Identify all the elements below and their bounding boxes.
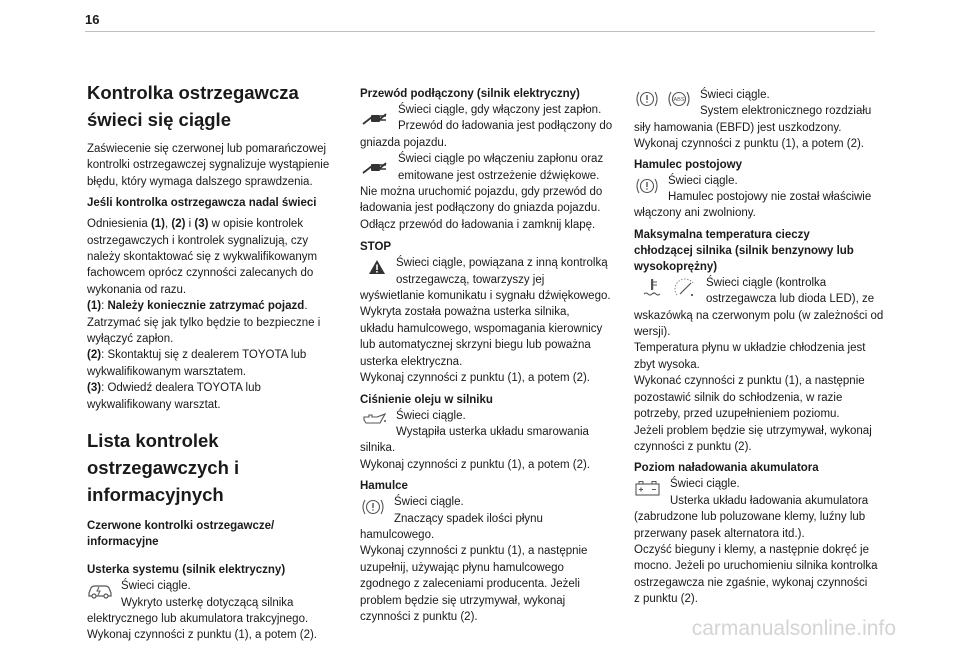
brakes-line: hamulcowego. bbox=[360, 528, 435, 541]
brake-warning-icon bbox=[634, 89, 660, 109]
list-title-line: informacyjnych bbox=[87, 484, 224, 506]
heading-coolant-temp: Maksymalna temperatura cieczy bbox=[634, 228, 810, 241]
stop-line: ostrzegawczą, towarzyszy jej bbox=[396, 273, 545, 286]
coolant-line: potrzeby, przed uzupełnieniem poziomu. bbox=[634, 408, 840, 421]
battery-line: Świeci ciągle. bbox=[670, 478, 740, 491]
section-title-line1: Kontrolka ostrzegawcza bbox=[87, 82, 299, 103]
intro-line: kontrolki ostrzegawczej sygnalizuje wystąpienie bbox=[87, 159, 330, 172]
reference-1-line: Zatrzymać się jak tylko będzie to bezpieczne i bbox=[87, 316, 321, 329]
reference-1: (1): Należy koniecznie zatrzymać pojazd. bbox=[87, 300, 308, 313]
ebfd-line: siły hamowania (EBFD) jest uszkodzony. bbox=[634, 121, 842, 134]
battery-line: przerwany pasek alternatora itd.). bbox=[634, 527, 805, 540]
watermark: carmanualsonline.info bbox=[691, 617, 896, 640]
battery-line: Oczyść bieguny i klemy, a następnie dokręć je bbox=[634, 543, 870, 556]
charging-plug-icon bbox=[360, 159, 390, 177]
coolant-line: Wykonać czynności z punktu (1), a następnie bbox=[634, 375, 865, 388]
system-fault-line: Świeci ciągle. bbox=[121, 580, 191, 593]
abs-icon bbox=[666, 89, 692, 109]
cable-line: Przewód do ładowania jest podłączony do bbox=[398, 120, 613, 133]
subheading-warning-on: Jeśli kontrolka ostrzegawcza nadal świeci bbox=[87, 197, 317, 210]
stop-line: Świeci ciągle, powiązana z inną kontrolką bbox=[396, 257, 608, 270]
stop-line: układu hamulcowego, wspomagania kierownicy bbox=[360, 322, 603, 335]
references-line: ostrzegawczych i kontrolek sygnalizują, czy bbox=[87, 234, 309, 247]
references-line: fachowcem oprócz czynności zalecanych do bbox=[87, 267, 314, 280]
subheading-red-warnings: Czerwone kontrolki ostrzegawcze/ bbox=[87, 520, 275, 533]
battery-icon bbox=[634, 479, 662, 497]
coolant-line: Temperatura płynu w układzie chłodzenia jest bbox=[634, 342, 866, 355]
reference-3: (3): Odwiedź dealera TOYOTA lub bbox=[87, 382, 261, 395]
reference-2-line: wykwalifikowanym warsztatem. bbox=[87, 365, 247, 378]
heading-cable-connected: Przewód podłączony (silnik elektryczny) bbox=[360, 88, 580, 100]
references-line: wykonania od razu. bbox=[87, 283, 187, 296]
system-fault-line: Wykonaj czynności z punktu (1), a potem (2). bbox=[87, 629, 317, 642]
brakes-line: problem będzie się utrzymywał, wykonaj bbox=[360, 594, 566, 607]
brakes-line: Wykonaj czynności z punktu (1), a następnie bbox=[360, 545, 588, 558]
coolant-line: wersji). bbox=[634, 326, 671, 339]
cable-line: Nie można uruchomić pojazdu, gdy przewód do bbox=[360, 186, 603, 199]
cable-line: emitowane jest ostrzeżenie dźwiękowe. bbox=[398, 169, 600, 182]
ebfd-line: Wykonaj czynności z punktu (1), a potem (2). bbox=[634, 138, 864, 151]
stop-line: usterka elektryczna. bbox=[360, 355, 463, 368]
coolant-line: ostrzegawcza lub dioda LED), ze bbox=[706, 293, 875, 306]
coolant-line: czynności z punktu (2). bbox=[634, 440, 752, 453]
subheading-red-warnings: informacyjne bbox=[87, 536, 159, 549]
electric-car-fault-icon bbox=[87, 580, 113, 600]
coolant-line: wskazówką na czerwonym polu (w zależności od bbox=[634, 309, 884, 322]
parking-line: włączony ani zwolniony. bbox=[634, 207, 756, 220]
coolant-line: pozostawić silnik do schłodzenia, w razie bbox=[634, 391, 843, 404]
temperature-gauge-icon bbox=[674, 277, 696, 299]
brakes-line: Znaczący spadek ilości płynu bbox=[394, 512, 543, 525]
warning-triangle-icon bbox=[368, 259, 386, 275]
heading-system-fault: Usterka systemu (silnik elektryczny) bbox=[87, 564, 286, 577]
heading-coolant-temp: chłodzącej silnika (silnik benzynowy lub bbox=[634, 244, 854, 257]
reference-1-line: wyłączyć zapłon. bbox=[87, 333, 174, 346]
system-fault-line: elektrycznego lub akumulatora trakcyjnego. bbox=[87, 612, 309, 625]
cable-line: Odłącz przewód do ładowania i zamknij klapę. bbox=[360, 218, 596, 231]
battery-line: Usterka układu ładowania akumulatora bbox=[670, 494, 869, 507]
stop-line: lub automatycznej skrzyni biegu lub poważna bbox=[360, 339, 591, 352]
column-1 bbox=[87, 79, 343, 644]
battery-line: z punktu (2). bbox=[634, 593, 698, 606]
abs-icon-label: ABS bbox=[673, 97, 685, 103]
cable-line: Świeci ciągle po włączeniu zapłonu oraz bbox=[398, 153, 604, 166]
references-line: należy skontaktować się z wykwalifikowanym bbox=[87, 251, 318, 264]
system-fault-line: Wykryto usterkę dotyczącą silnika bbox=[121, 596, 294, 609]
oil-line: Wystąpiła usterka układu smarowania bbox=[396, 425, 589, 438]
parking-line: Hamulec postojowy nie został właściwie bbox=[668, 191, 872, 204]
coolant-temperature-icon bbox=[642, 277, 662, 299]
intro-line: błędu, który wymaga dalszego sprawdzenia. bbox=[87, 175, 313, 188]
section-title-line2: świeci się ciągle bbox=[87, 109, 231, 130]
brake-warning-icon bbox=[360, 497, 386, 517]
cable-line: Świeci ciągle, gdy włączony jest zapłon. bbox=[398, 104, 602, 116]
brakes-line: zgodnego z zaleceniami producenta. Jeżeli bbox=[360, 578, 580, 591]
ebfd-line: System elektronicznego rozdziału bbox=[700, 105, 872, 118]
heading-parking-brake: Hamulec postojowy bbox=[634, 158, 742, 171]
oil-line: Świeci ciągle. bbox=[396, 409, 466, 422]
ebfd-line: Świeci ciągle. bbox=[700, 89, 770, 101]
heading-battery-charge: Poziom naładowania akumulatora bbox=[634, 462, 819, 475]
coolant-line: Świeci ciągle (kontrolka bbox=[706, 276, 827, 289]
parking-brake-icon bbox=[634, 176, 660, 196]
brakes-line: Świeci ciągle. bbox=[394, 496, 464, 509]
heading-stop: STOP bbox=[360, 241, 392, 254]
stop-line: Wykryta została poważna usterka silnika, bbox=[360, 306, 570, 319]
list-title-line: ostrzegawczych i bbox=[87, 457, 240, 479]
heading-brakes: Hamulce bbox=[360, 480, 408, 493]
page-number: 16 bbox=[85, 12, 100, 27]
stop-line: Wykonaj czynności z punktu (1), a potem (2). bbox=[360, 372, 590, 385]
references-intro: Odniesienia (1), (2) i (3) w opisie kontrolek bbox=[87, 218, 304, 231]
reference-3-line: wykwalifikowany warsztat. bbox=[87, 398, 221, 411]
cable-line: ładowania jest podłączony do gniazda pojazdu. bbox=[360, 202, 601, 215]
oil-line: Wykonaj czynności z punktu (1), a potem (2). bbox=[360, 458, 590, 471]
brakes-line: czynności z punktu (2). bbox=[360, 610, 478, 623]
charging-plug-icon bbox=[360, 110, 390, 128]
battery-line: mocno. Jeżeli po uruchomieniu silnika kontrolka bbox=[634, 560, 878, 573]
stop-line: wyświetlanie komunikatu i sygnału dźwiękowego. bbox=[360, 290, 611, 303]
oil-line: silnika. bbox=[360, 442, 396, 455]
reference-2: (2): Skontaktuj się z dealerem TOYOTA lub bbox=[87, 349, 307, 362]
oil-can-icon bbox=[360, 411, 388, 427]
column-2 bbox=[360, 86, 618, 625]
brakes-line: uzupełnij, używając płynu hamulcowego bbox=[360, 561, 564, 574]
coolant-line: Jeżeli problem będzie się utrzymywał, wykonaj bbox=[634, 424, 872, 437]
cable-line: gniazda pojazdu. bbox=[360, 136, 447, 149]
intro-line: Zaświecenie się czerwonej lub pomarańczowej bbox=[87, 143, 327, 155]
heading-coolant-temp: wysokoprężny) bbox=[634, 260, 718, 273]
header-divider bbox=[85, 31, 875, 32]
heading-oil-pressure: Ciśnienie oleju w silniku bbox=[360, 393, 493, 406]
list-title-line: Lista kontrolek bbox=[87, 430, 219, 452]
parking-line: Świeci ciągle. bbox=[668, 174, 738, 187]
battery-line: ostrzegawcza nie zgaśnie, wykonaj czynności bbox=[634, 576, 868, 589]
column-3 bbox=[634, 87, 892, 608]
battery-line: (zabrudzone lub poluzowane klemy, luźny lub bbox=[634, 511, 866, 524]
coolant-line: zbyt wysoka. bbox=[634, 358, 700, 371]
